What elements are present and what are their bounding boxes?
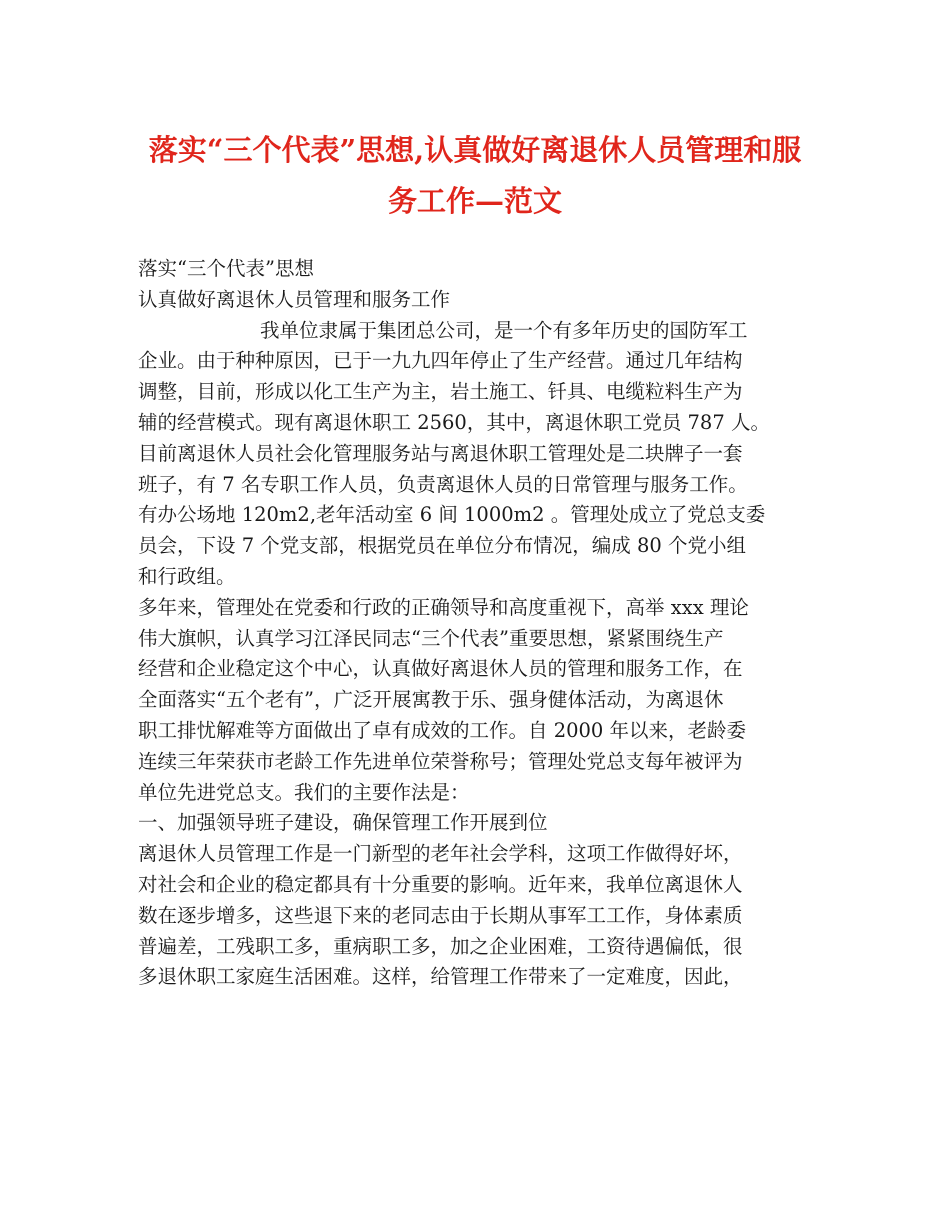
paragraph-line: 离退休人员管理工作是一门新型的老年社会学科，这项工作做得好坏，: [138, 842, 743, 866]
paragraph-line: 全面落实“五个老有”，广泛开展寓教于乐、强身健体活动，为离退休: [138, 688, 724, 712]
subtitle-line: 落实“三个代表”思想: [138, 257, 314, 280]
paragraph-line: 和行政组。: [138, 564, 236, 588]
paragraph-line: 调整，目前，形成以化工生产为主，岩土施工、钎具、电缆粒料生产为: [138, 380, 743, 404]
document-title-line-2: 务工作—范文: [387, 184, 562, 218]
paragraph-line: 普遍差，工残职工多，重病职工多，加之企业困难，工资待遇偏低，很: [138, 934, 743, 958]
paragraph-line: 我单位隶属于集团总公司，是一个有多年历史的国防军工: [260, 318, 748, 342]
paragraph-line: 多年来，管理处在党委和行政的正确领导和高度重视下，高举 xxx 理论: [138, 595, 749, 619]
paragraph-line: 职工排忧解难等方面做出了卓有成效的工作。自 2000 年以来，老龄委: [138, 718, 747, 742]
paragraph-line: 多退休职工家庭生活困难。这样，给管理工作带来了一定难度，因此，: [138, 965, 743, 989]
document-title-line-1: 落实“三个代表”思想,认真做好离退休人员管理和服: [148, 133, 802, 167]
section-heading: 一、加强领导班子建设，确保管理工作开展到位: [138, 811, 548, 835]
paragraph-line: 单位先进党总支。我们的主要作法是：: [138, 780, 470, 804]
paragraph-line: 辅的经营模式。现有离退休职工 2560，其中，离退休职工党员 787 人。: [138, 410, 770, 434]
paragraph-line: 数在逐步增多，这些退下来的老同志由于长期从事军工工作，身体素质: [138, 903, 743, 927]
document-body: [138, 254, 828, 993]
paragraph-line: 有办公场地 120m2,老年活动室 6 间 1000m2 。管理处成立了党总支委: [138, 503, 766, 527]
paragraph-line: 目前离退休人员社会化管理服务站与离退休职工管理处是二块牌子一套: [138, 441, 743, 465]
paragraph-line: 企业。由于种种原因，已于一九九四年停止了生产经营。通过几年结构: [138, 349, 743, 373]
paragraph-line: 经营和企业稳定这个中心，认真做好离退休人员的管理和服务工作，在: [138, 657, 743, 681]
subtitle-line: 认真做好离退休人员管理和服务工作: [138, 287, 451, 311]
paragraph-line: 对社会和企业的稳定都具有十分重要的影响。近年来，我单位离退休人: [138, 872, 743, 896]
paragraph-line: 员会，下设 7 个党支部，根据党员在单位分布情况，编成 80 个党小组: [138, 534, 747, 558]
paragraph-line: 伟大旗帜，认真学习江泽民同志“三个代表”重要思想，紧紧围绕生产: [138, 626, 724, 650]
paragraph-line: 连续三年荣获市老龄工作先进单位荣誉称号；管理处党总支每年被评为: [138, 749, 743, 773]
paragraph-line: 班子，有 7 名专职工作人员，负责离退休人员的日常管理与服务工作。: [138, 472, 748, 496]
